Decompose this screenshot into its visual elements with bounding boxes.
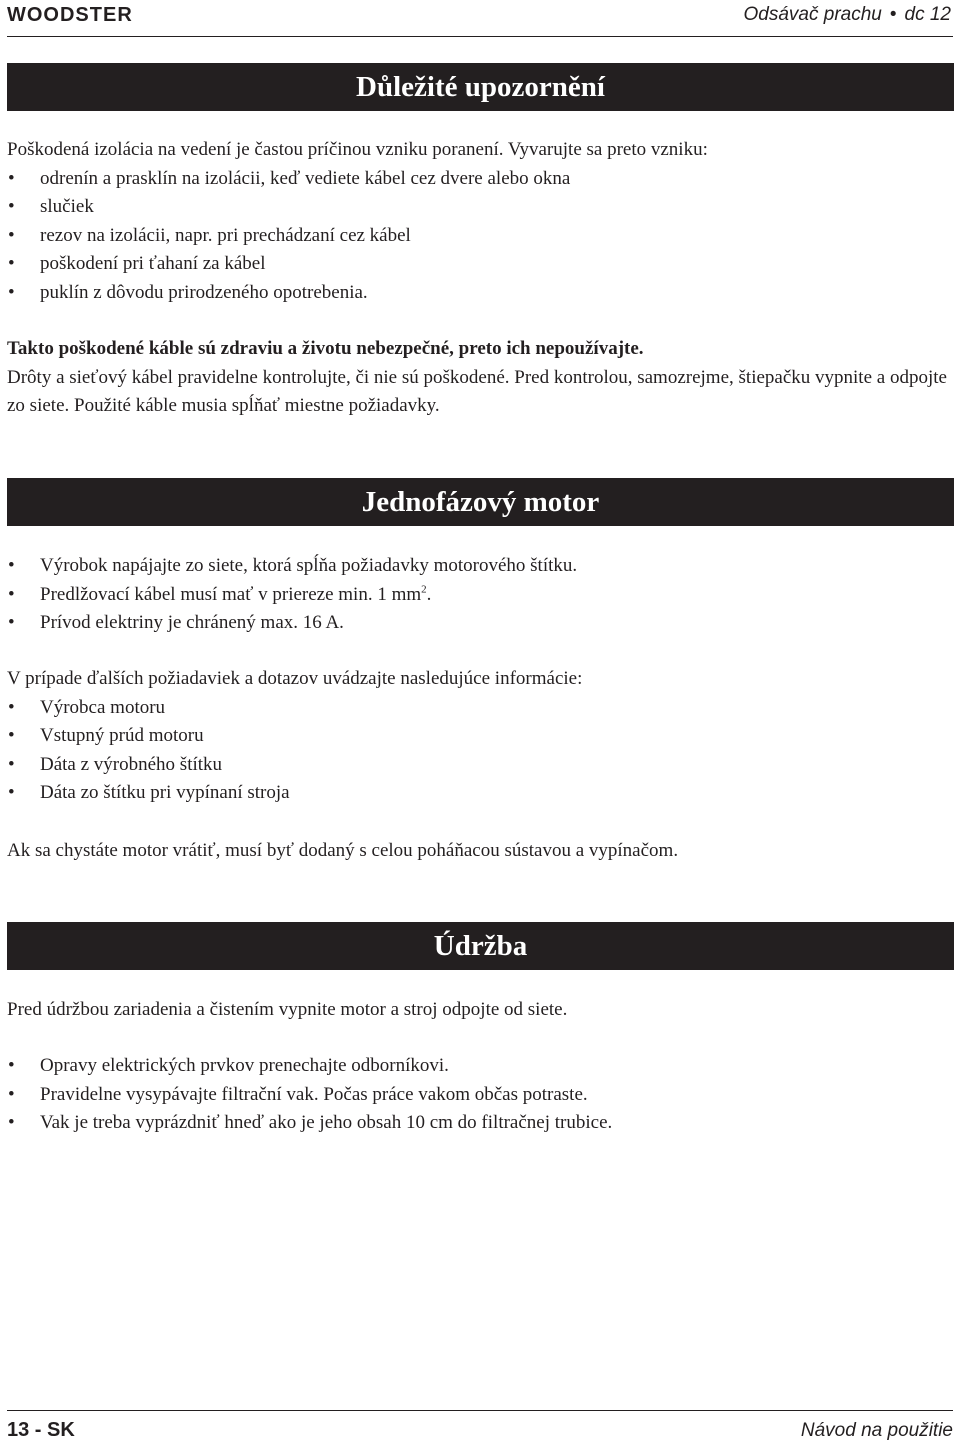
motor-info-intro: V prípade ďalších požiadaviek a dotazov uvádzajte nasledujúce informácie: xyxy=(7,668,583,689)
motor-info-list xyxy=(7,694,954,808)
separator-dot: • xyxy=(889,4,897,25)
page-footer xyxy=(7,1410,953,1445)
maintenance-intro: Pred údržbou zariadenia a čistením vypnite motor a stroj odpojte od siete. xyxy=(7,999,568,1020)
page-number: 13 - SK xyxy=(7,1419,75,1441)
list-item: • Vstupný prúd motoru xyxy=(7,722,954,751)
motor-info-block xyxy=(7,665,954,808)
motor-closing: Ak sa chystáte motor vrátiť, musí byť dodaný s celou poháňacou sústavou a vypínačom. xyxy=(7,840,679,861)
motor-closing-block xyxy=(7,837,954,866)
warning-intro: Poškodená izolácia na vedení je častou príčinou vzniku poranení. Vyvarujte sa preto vzniku: xyxy=(7,139,708,160)
maintenance-section-body xyxy=(7,1052,954,1138)
list-item: • Dáta z výrobného štítku xyxy=(7,751,954,780)
list-item: • Výrobok napájajte zo siete, ktorá spĺňa požiadavky motorového štítku. xyxy=(7,552,954,581)
list-item: • odrenín a prasklín na izolácii, keď vediete kábel cez dvere alebo okna xyxy=(7,165,954,194)
manual-label: Návod na použitie xyxy=(800,1420,953,1441)
product-name: Odsávač prachu xyxy=(743,4,882,25)
list-item: • Výrobca motoru xyxy=(7,694,954,723)
list-item: • Dáta zo štítku pri vypínaní stroja xyxy=(7,779,954,808)
warning-note: Drôty a sieťový kábel pravidelne kontrolujte, či nie sú poškodené. Pred kontrolou, samozrejme, štiepačku vypnite a odpojte zo siete. Použité káble musia spĺňať miestne požiadavky. xyxy=(7,366,947,417)
maintenance-intro-block xyxy=(7,996,954,1025)
brand-name: WOODSTER xyxy=(7,4,133,26)
list-item: • Opravy elektrických prvkov prenechajte odborníkovi. xyxy=(7,1052,954,1081)
cable-requirement-text: Predlžovací kábel musí mať v priereze min. 1 mm xyxy=(40,583,422,605)
warning-bold-note: Takto poškodené káble sú zdraviu a životu nebezpečné, preto ich nepoužívajte. xyxy=(7,338,644,359)
list-item: • Vak je treba vyprázdniť hneď ako je jeho obsah 10 cm do filtračnej trubice. xyxy=(7,1109,954,1138)
model-name: dc 12 xyxy=(904,4,951,25)
warning-note-block xyxy=(7,335,954,421)
document-title xyxy=(744,4,952,26)
list-item xyxy=(7,581,954,610)
warning-bullet-list xyxy=(7,165,954,308)
list-item: • Pravidelne vysypávajte filtrační vak. Počas práce vakom občas potraste. xyxy=(7,1081,954,1110)
list-item: • poškodení pri ťahaní za kábel xyxy=(7,250,954,279)
superscript-two: 2 xyxy=(421,583,427,596)
maintenance-bullet-list xyxy=(7,1052,954,1138)
motor-bullet-list xyxy=(7,552,954,638)
motor-section-body xyxy=(7,552,954,638)
section-title-motor: Jednofázový motor xyxy=(7,478,954,526)
page-header xyxy=(7,0,953,37)
list-item: • rezov na izolácii, napr. pri prechádzaní cez kábel xyxy=(7,222,954,251)
cable-requirement-period: . xyxy=(426,583,432,605)
section-title-warning: Důležité upozornění xyxy=(7,63,954,111)
list-item: • slučiek xyxy=(7,193,954,222)
warning-section-body xyxy=(7,136,954,308)
list-item: • puklín z dôvodu prirodzeného opotrebenia. xyxy=(7,279,954,308)
list-item: • Prívod elektriny je chránený max. 16 A. xyxy=(7,609,954,638)
section-title-maintenance: Údržba xyxy=(7,922,954,970)
